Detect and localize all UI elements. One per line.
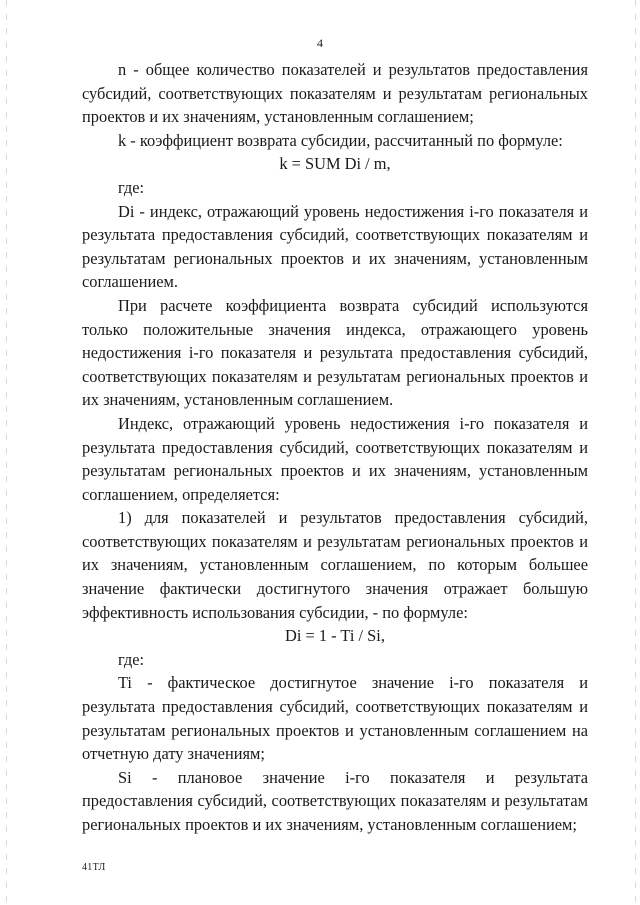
formula-di: Di = 1 - Ti / Si,	[285, 626, 385, 646]
scan-edge-right	[635, 0, 636, 905]
formula-k: k = SUM Di / m,	[279, 154, 391, 174]
paragraph-si-definition: Si - плановое значение i-го показателя и результата предоставления субсидий, соответствующих показателям и результатам региональных проектов и их значениям, установленным соглашением;	[82, 767, 588, 834]
footer-code: 41ТЛ	[82, 862, 106, 873]
paragraph-where-2: где:	[118, 649, 145, 669]
page-number: 4	[317, 36, 323, 50]
paragraph-n-definition: n - общее количество показателей и результатов предоставления субсидий, соответствующих показателям и результатам региональных проектов и их значениям, установленным соглашением;	[82, 60, 588, 127]
paragraph-index-determined: Индекс, отражающий уровень недостижения i-го показателя и результата предоставления субсидий, соответствующих показателям и результатам региональных проектов и их значениям, установленным соглашением, определяется:	[82, 413, 588, 504]
paragraph-k-definition: k - коэффициент возврата субсидии, рассчитанный по формуле:	[118, 130, 563, 150]
paragraph-ti-definition: Ti - фактическое достигнутое значение i-го показателя и результата предоставления субсидий, соответствующих показателям и результатам региональных проектов и установленным соглашением на отчетную дату значениям;	[82, 673, 588, 764]
paragraph-positive-values: При расчете коэффициента возврата субсидий используются только положительные значения индекса, отражающего уровень недостижения i-го показателя и результата предоставления субсидий, соответствующих показателям и результатам региональных проектов и их значениям, установленным соглашением.	[82, 295, 588, 410]
paragraph-item-1: 1) для показателей и результатов предоставления субсидий, соответствующих показателям и результатам региональных проектов и их значениям, установленным соглашением, по которым большее значение фактически достигнутого значения отражает большую эффективность использования субсидии, - по формуле:	[82, 508, 588, 622]
document-body	[82, 58, 588, 837]
scan-edge-left	[6, 0, 7, 905]
paragraph-where: где:	[118, 177, 145, 197]
paragraph-di-definition: Di - индекс, отражающий уровень недостижения i-го показателя и результата предоставления субсидий, соответствующих показателям и результатам региональных проектов и их значениям, установленным соглашением.	[82, 201, 588, 292]
